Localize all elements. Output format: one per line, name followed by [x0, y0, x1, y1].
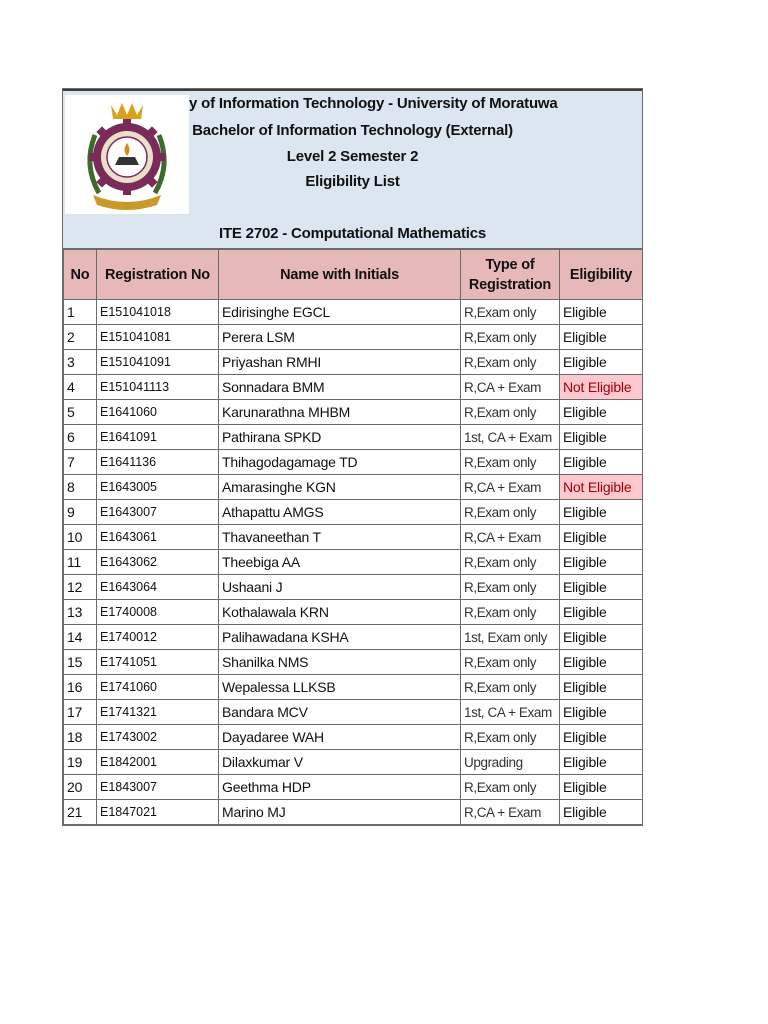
row-number: 6: [64, 425, 97, 450]
registration-number: E1842001: [97, 750, 219, 775]
registration-number: E1740008: [97, 600, 219, 625]
student-name: Edirisinghe EGCL: [219, 300, 461, 325]
registration-number: E151041018: [97, 300, 219, 325]
registration-number: E1741060: [97, 675, 219, 700]
row-number: 5: [64, 400, 97, 425]
eligibility-status: Eligible: [560, 350, 643, 375]
registration-type: 1st, CA + Exam: [461, 700, 560, 725]
registration-number: E1740012: [97, 625, 219, 650]
registration-type: R,Exam only: [461, 325, 560, 350]
registration-type: R,Exam only: [461, 775, 560, 800]
eligibility-status: Eligible: [560, 725, 643, 750]
row-number: 21: [64, 800, 97, 825]
column-header-eligibility: Eligibility: [560, 250, 643, 300]
table-row: [64, 500, 643, 525]
table-row: [64, 450, 643, 475]
eligibility-status: Eligible: [560, 400, 643, 425]
student-name: Kothalawala KRN: [219, 600, 461, 625]
registration-number: E1643061: [97, 525, 219, 550]
row-number: 9: [64, 500, 97, 525]
student-name: Shanilka NMS: [219, 650, 461, 675]
student-name: Pathirana SPKD: [219, 425, 461, 450]
registration-number: E151041081: [97, 325, 219, 350]
eligibility-status: Eligible: [560, 775, 643, 800]
registration-type: 1st, CA + Exam: [461, 425, 560, 450]
eligibility-status: Eligible: [560, 575, 643, 600]
student-name: Thihagodagamage TD: [219, 450, 461, 475]
registration-number: E1643007: [97, 500, 219, 525]
registration-type: R,CA + Exam: [461, 375, 560, 400]
student-name: Bandara MCV: [219, 700, 461, 725]
programme-title: Bachelor of Information Technology (External): [192, 122, 513, 139]
registration-type: R,Exam only: [461, 400, 560, 425]
table-row: [64, 700, 643, 725]
eligibility-status: Eligible: [560, 525, 643, 550]
row-number: 8: [64, 475, 97, 500]
eligibility-sheet: [62, 88, 643, 826]
table-header-row: [64, 250, 643, 300]
eligibility-status: Eligible: [560, 550, 643, 575]
table-row: [64, 625, 643, 650]
registration-number: E1643062: [97, 550, 219, 575]
row-number: 11: [64, 550, 97, 575]
faculty-title: y of Information Technology - University of Moratuwa: [189, 95, 558, 112]
registration-type: R,CA + Exam: [461, 475, 560, 500]
registration-type: R,Exam only: [461, 675, 560, 700]
registration-type: R,CA + Exam: [461, 800, 560, 825]
student-name: Athapattu AMGS: [219, 500, 461, 525]
row-number: 17: [64, 700, 97, 725]
row-number: 15: [64, 650, 97, 675]
student-name: Ushaani J: [219, 575, 461, 600]
eligibility-status: Eligible: [560, 425, 643, 450]
registration-type: R,Exam only: [461, 575, 560, 600]
registration-number: E1843007: [97, 775, 219, 800]
table-row: [64, 775, 643, 800]
registration-type: Upgrading: [461, 750, 560, 775]
table-row: [64, 525, 643, 550]
row-number: 2: [64, 325, 97, 350]
row-number: 7: [64, 450, 97, 475]
table-row: [64, 725, 643, 750]
table-row: [64, 750, 643, 775]
table-row: [64, 300, 643, 325]
column-header-type: Type of Registration: [461, 250, 560, 300]
student-name: Marino MJ: [219, 800, 461, 825]
row-number: 1: [64, 300, 97, 325]
row-number: 3: [64, 350, 97, 375]
student-name: Theebiga AA: [219, 550, 461, 575]
registration-type: R,Exam only: [461, 500, 560, 525]
table-row: [64, 550, 643, 575]
registration-type: R,Exam only: [461, 650, 560, 675]
eligibility-status: Eligible: [560, 650, 643, 675]
student-name: Dilaxkumar V: [219, 750, 461, 775]
registration-number: E1641060: [97, 400, 219, 425]
registration-number: E1641136: [97, 450, 219, 475]
student-name: Perera LSM: [219, 325, 461, 350]
eligibility-status: Eligible: [560, 800, 643, 825]
student-name: Priyashan RMHI: [219, 350, 461, 375]
table-row: [64, 600, 643, 625]
registration-number: E1643005: [97, 475, 219, 500]
student-name: Wepalessa LLKSB: [219, 675, 461, 700]
row-number: 14: [64, 625, 97, 650]
table-row: [64, 350, 643, 375]
registration-number: E151041113: [97, 375, 219, 400]
student-name: Palihawadana KSHA: [219, 625, 461, 650]
column-header-name: Name with Initials: [219, 250, 461, 300]
registration-number: E1847021: [97, 800, 219, 825]
student-name: Karunarathna MHBM: [219, 400, 461, 425]
course-title: ITE 2702 - Computational Mathematics: [218, 225, 487, 242]
row-number: 16: [64, 675, 97, 700]
eligibility-status: Eligible: [560, 500, 643, 525]
row-number: 4: [64, 375, 97, 400]
registration-number: E1641091: [97, 425, 219, 450]
registration-type: R,Exam only: [461, 450, 560, 475]
registration-type: R,Exam only: [461, 350, 560, 375]
table-row: [64, 400, 643, 425]
table-row: [64, 800, 643, 825]
student-name: Sonnadara BMM: [219, 375, 461, 400]
row-number: 20: [64, 775, 97, 800]
registration-type: R,Exam only: [461, 600, 560, 625]
registration-number: E1741051: [97, 650, 219, 675]
column-header-registration-no: Registration No: [97, 250, 219, 300]
registration-number: E1741321: [97, 700, 219, 725]
row-number: 19: [64, 750, 97, 775]
table-row: [64, 425, 643, 450]
student-name: Amarasinghe KGN: [219, 475, 461, 500]
student-name: Dayadaree WAH: [219, 725, 461, 750]
eligibility-status: Eligible: [560, 700, 643, 725]
registration-number: E1643064: [97, 575, 219, 600]
registration-type: R,Exam only: [461, 550, 560, 575]
table-row: [64, 475, 643, 500]
table-row: [64, 650, 643, 675]
eligibility-status: Eligible: [560, 600, 643, 625]
eligibility-status: Eligible: [560, 325, 643, 350]
student-name: Geethma HDP: [219, 775, 461, 800]
eligibility-status: Eligible: [560, 625, 643, 650]
student-name: Thavaneethan T: [219, 525, 461, 550]
registration-number: E151041091: [97, 350, 219, 375]
registration-type: R,Exam only: [461, 300, 560, 325]
registration-type: 1st, Exam only: [461, 625, 560, 650]
table-row: [64, 325, 643, 350]
row-number: 13: [64, 600, 97, 625]
eligibility-status: Eligible: [560, 750, 643, 775]
registration-type: R,CA + Exam: [461, 525, 560, 550]
row-number: 12: [64, 575, 97, 600]
table-row: [64, 575, 643, 600]
registration-number: E1743002: [97, 725, 219, 750]
sheet-header: [63, 89, 642, 249]
column-header-no: No: [64, 250, 97, 300]
table-row: [64, 675, 643, 700]
eligibility-table: [63, 249, 643, 825]
row-number: 10: [64, 525, 97, 550]
eligibility-status: Eligible: [560, 675, 643, 700]
registration-type: R,Exam only: [461, 725, 560, 750]
eligibility-status: Not Eligible: [560, 475, 643, 500]
eligibility-status: Eligible: [560, 300, 643, 325]
eligibility-status: Not Eligible: [560, 375, 643, 400]
level-semester: Level 2 Semester 2: [286, 148, 419, 165]
table-body: [64, 300, 643, 825]
row-number: 18: [64, 725, 97, 750]
table-row: [64, 375, 643, 400]
list-title: Eligibility List: [305, 173, 400, 190]
eligibility-status: Eligible: [560, 450, 643, 475]
